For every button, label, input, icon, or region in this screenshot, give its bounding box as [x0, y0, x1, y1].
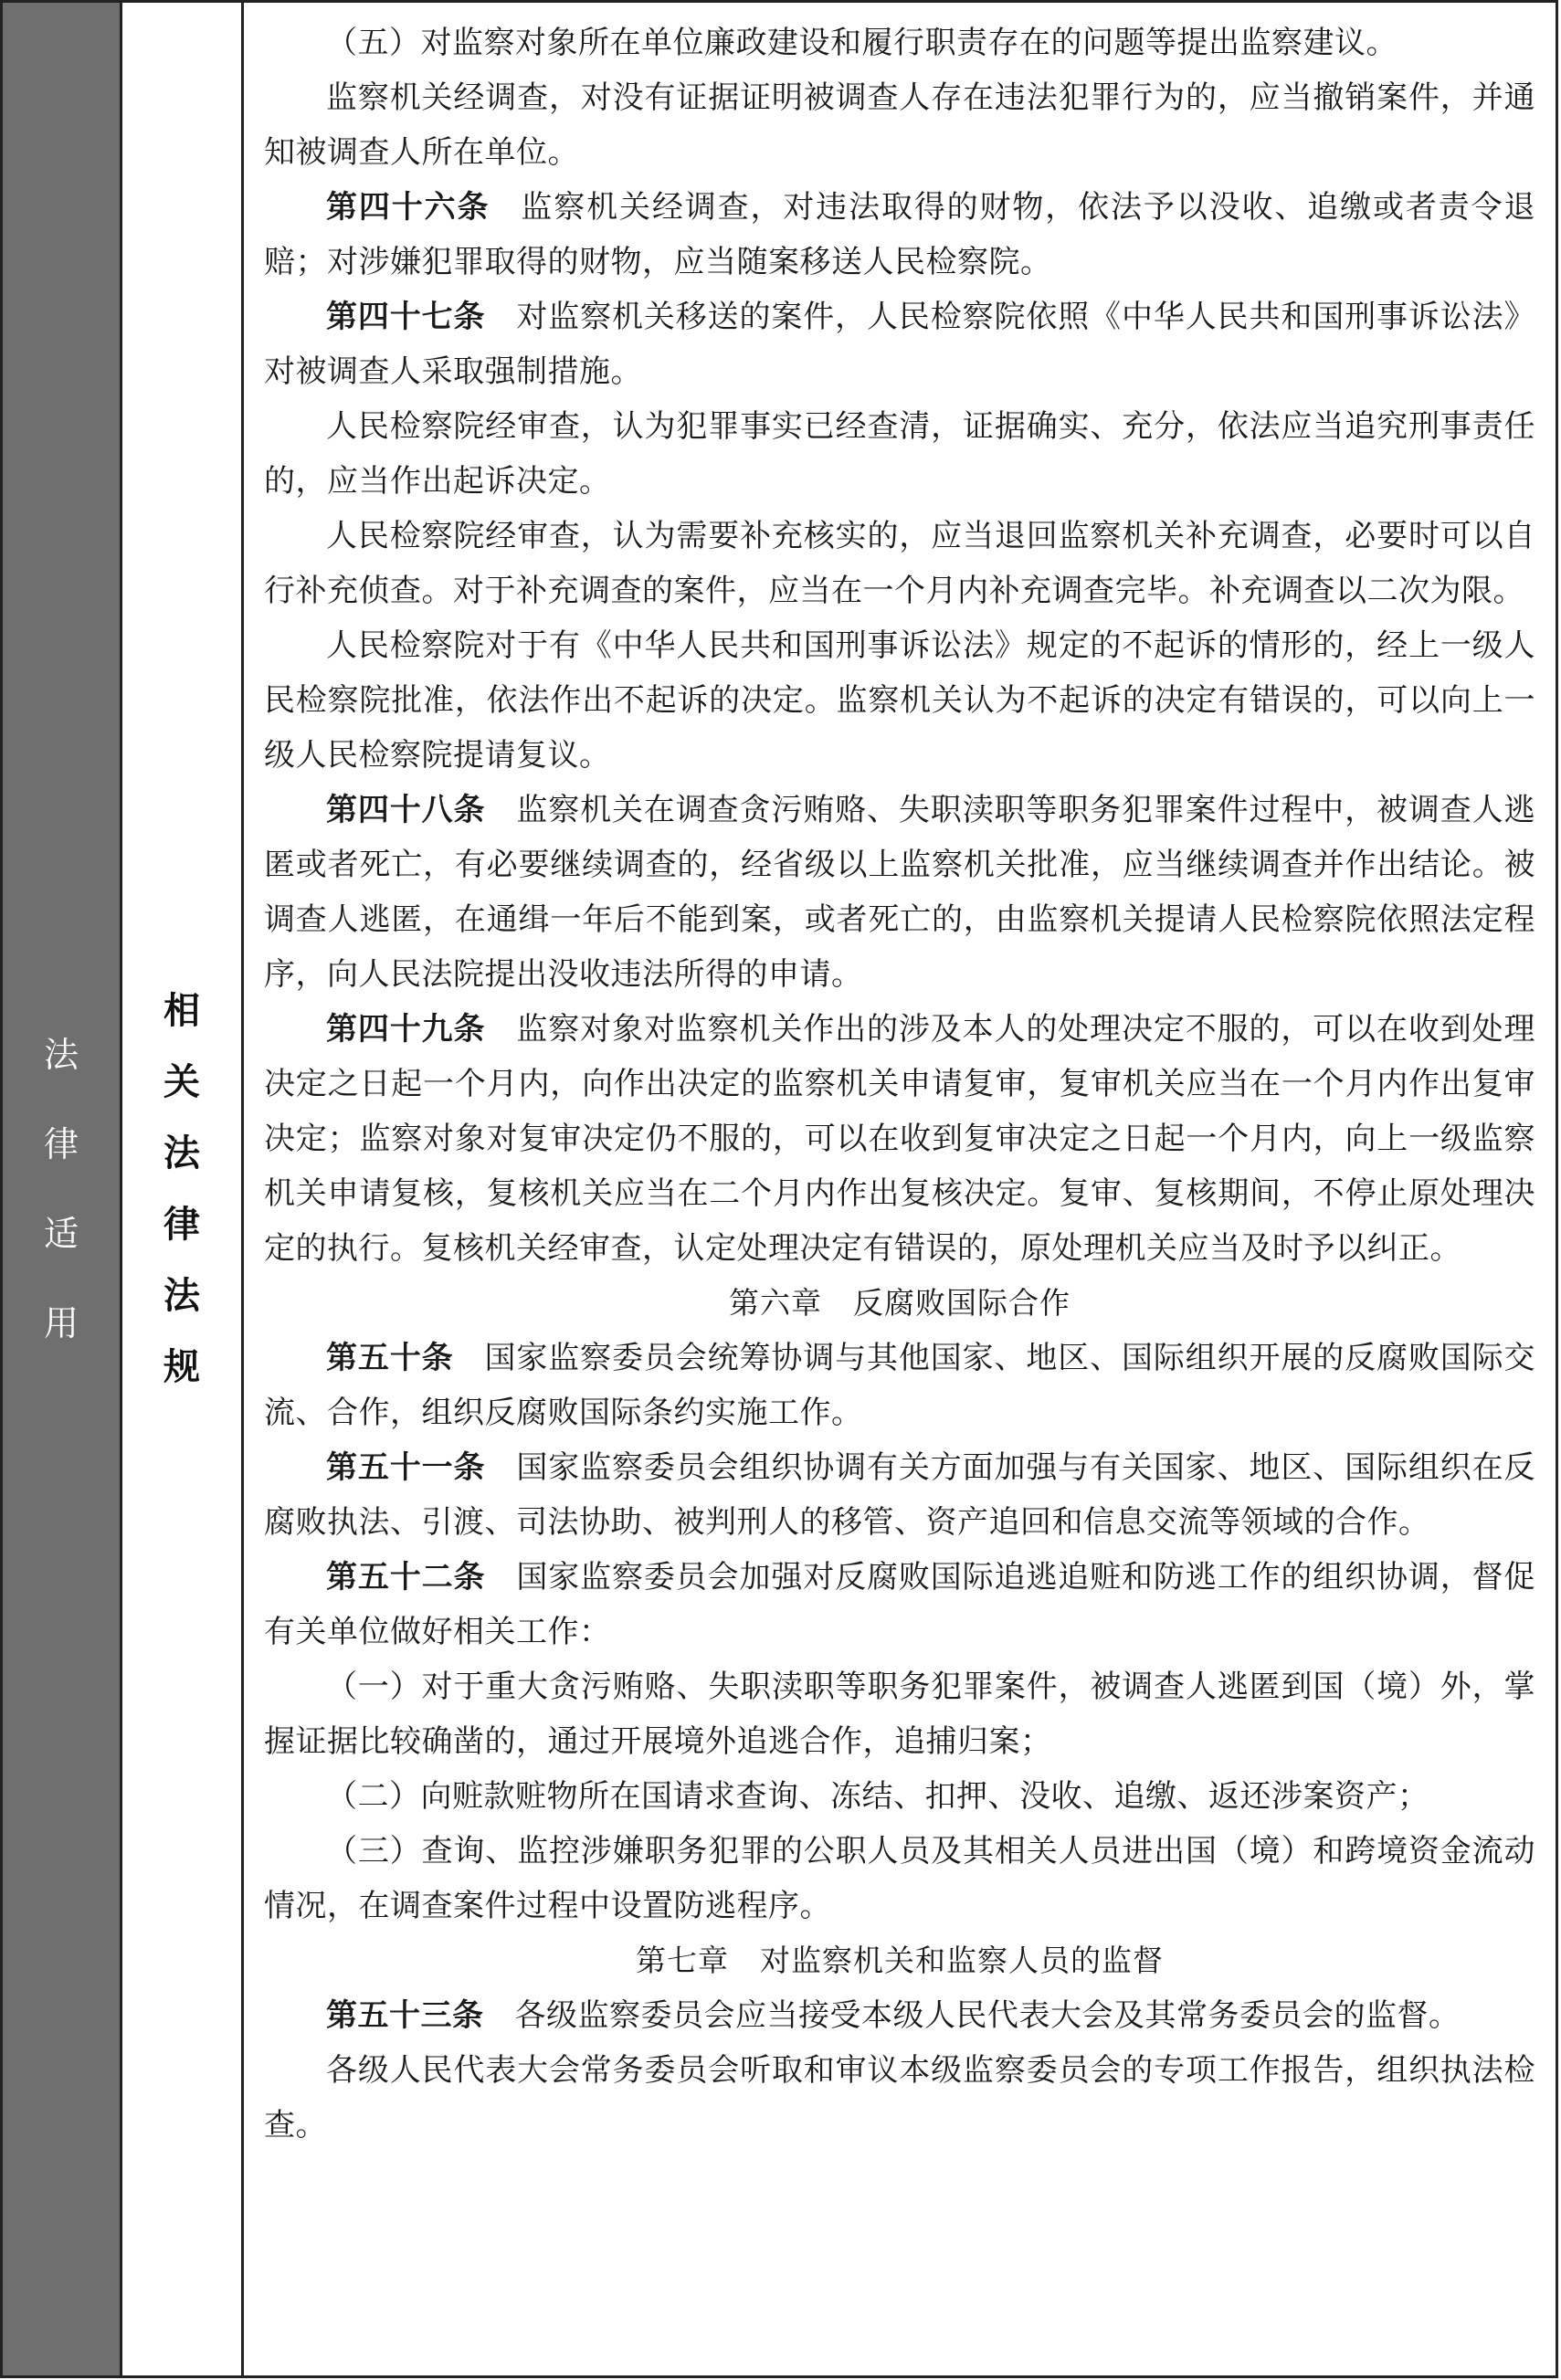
category-char: 用 — [43, 1303, 79, 1343]
paragraph-text: 国家监察委员会统筹协调与其他国家、地区、国际组织开展的反腐败国际交流、合作，组织反腐败国际条约实施工作。 — [264, 1340, 1535, 1431]
article-number: 第五十条 — [326, 1340, 454, 1376]
law-paragraph — [264, 399, 1535, 509]
paragraph-text: 国家监察委员会组织协调有关方面加强与有关国家、地区、国际组织在反腐败执法、引渡、司法协助、被判刑人的移管、资产追回和信息交流等领域的合作。 — [264, 1449, 1535, 1541]
paragraph-text: 人民检察院经审查，认为犯罪事实已经查清，证据确实、充分，依法应当追究刑事责任的，应当作出起诉决定。 — [264, 408, 1535, 500]
subcategory-char: 关 — [163, 1061, 200, 1103]
paragraph-text: （一）对于重大贪污贿赂、失职渎职等职务犯罪案件，被调查人逃匿到国（境）外，掌握证据比较确凿的，通过开展境外追逃合作，追捕归案； — [264, 1669, 1535, 1760]
category-char: 适 — [43, 1214, 79, 1254]
category-column — [3, 3, 122, 2375]
article-number: 第五十二条 — [326, 1559, 486, 1595]
paragraph-text: 对监察机关移送的案件，人民检察院依照《中华人民共和国刑事诉讼法》对被调查人采取强制措施。 — [264, 299, 1535, 390]
article-number: 第四十九条 — [326, 1011, 486, 1048]
law-paragraph — [264, 618, 1535, 783]
paragraph-text: 监察机关经调查，对违法取得的财物，依法予以没收、追缴或者责令退赔；对涉嫌犯罪取得的财物，应当随案移送人民检察院。 — [264, 189, 1535, 280]
subcategory-column — [122, 3, 244, 2375]
law-paragraph — [264, 1002, 1535, 1276]
law-paragraph — [264, 1769, 1535, 1824]
paragraph-text: 各级人民代表大会常务委员会听取和审议本级监察委员会的专项工作报告，组织执法检查。 — [264, 2052, 1535, 2143]
law-paragraph — [264, 180, 1535, 290]
paragraph-text: 监察对象对监察机关作出的涉及本人的处理决定不服的，可以在收到处理决定之日起一个月内，向作出决定的监察机关申请复审，复审机关应当在一个月内作出复审决定；监察对象对复审决定仍不服的，可以在收到复审决定之日起一个月内，向上一级监察机关申请复核，复核机关应当在二个月内作出复核决定。复审、复核期间，不停止原处理决定的执行。复核机关经审查，认定处理决定有错误的，原处理机关应当及时予以纠正。 — [264, 1011, 1535, 1267]
law-paragraph — [264, 1331, 1535, 1440]
subcategory-char: 规 — [163, 1346, 200, 1388]
law-paragraph — [264, 1659, 1535, 1769]
chapter-heading: 第六章 反腐败国际合作 — [729, 1285, 1071, 1321]
chapter-heading: 第七章 对监察机关和监察人员的监督 — [636, 1943, 1164, 1978]
law-paragraph — [264, 509, 1535, 618]
law-paragraph — [264, 1988, 1535, 2043]
law-paragraph — [264, 16, 1535, 70]
paragraph-text: 人民检察院对于有《中华人民共和国刑事诉讼法》规定的不起诉的情形的，经上一级人民检察院批准，依法作出不起诉的决定。监察机关认为不起诉的决定有错误的，可以向上一级人民检察院提请复议。 — [264, 627, 1535, 774]
law-paragraph — [264, 290, 1535, 399]
content-column — [244, 3, 1556, 2375]
law-paragraph — [264, 70, 1535, 180]
paragraph-text: （五）对监察对象所在单位廉政建设和履行职责存在的问题等提出监察建议。 — [326, 25, 1398, 61]
paragraph-text: （二）向赃款赃物所在国请求查询、冻结、扣押、没收、追缴、返还涉案资产； — [326, 1778, 1429, 1815]
law-paragraph — [264, 2043, 1535, 2153]
subcategory-char: 法 — [163, 1275, 200, 1317]
paragraph-text: （三）查询、监控涉嫌职务犯罪的公职人员及其相关人员进出国（境）和跨境资金流动情况，在调查案件过程中设置防逃程序。 — [264, 1833, 1535, 1924]
article-number: 第五十三条 — [326, 1997, 484, 2034]
category-char: 律 — [43, 1124, 79, 1164]
subcategory-char: 律 — [163, 1204, 200, 1246]
article-number: 第四十七条 — [326, 299, 486, 335]
law-paragraph — [264, 1440, 1535, 1550]
paragraph-text: 监察机关在调查贪污贿赂、失职渎职等职务犯罪案件过程中，被调查人逃匿或者死亡，有必要继续调查的，经省级以上监察机关批准，应当继续调查并作出结论。被调查人逃匿，在通缉一年后不能到案，或者死亡的，由监察机关提请人民检察院依照法定程序，向人民法院提出没收违法所得的申请。 — [264, 792, 1535, 993]
category-char: 法 — [43, 1035, 79, 1075]
article-number: 第四十六条 — [326, 189, 490, 226]
paragraph-text: 国家监察委员会加强对反腐败国际追逃追赃和防逃工作的组织协调，督促有关单位做好相关工作： — [264, 1559, 1535, 1650]
subcategory-char: 相 — [163, 990, 200, 1032]
subcategory-char: 法 — [163, 1132, 200, 1174]
article-number: 第四十八条 — [326, 792, 486, 828]
law-paragraph — [264, 783, 1535, 1002]
paragraph-text: 监察机关经调查，对没有证据证明被调查人存在违法犯罪行为的，应当撤销案件，并通知被调查人所在单位。 — [264, 79, 1535, 171]
law-paragraph — [264, 1824, 1535, 1933]
article-number: 第五十一条 — [326, 1449, 486, 1486]
law-paragraph — [264, 1550, 1535, 1659]
paragraph-text: 各级监察委员会应当接受本级人民代表大会及其常务委员会的监督。 — [514, 1997, 1461, 2034]
paragraph-text: 人民检察院经审查，认为需要补充核实的，应当退回监察机关补充调查，必要时可以自行补充侦查。对于补充调查的案件，应当在一个月内补充调查完毕。补充调查以二次为限。 — [264, 518, 1535, 609]
